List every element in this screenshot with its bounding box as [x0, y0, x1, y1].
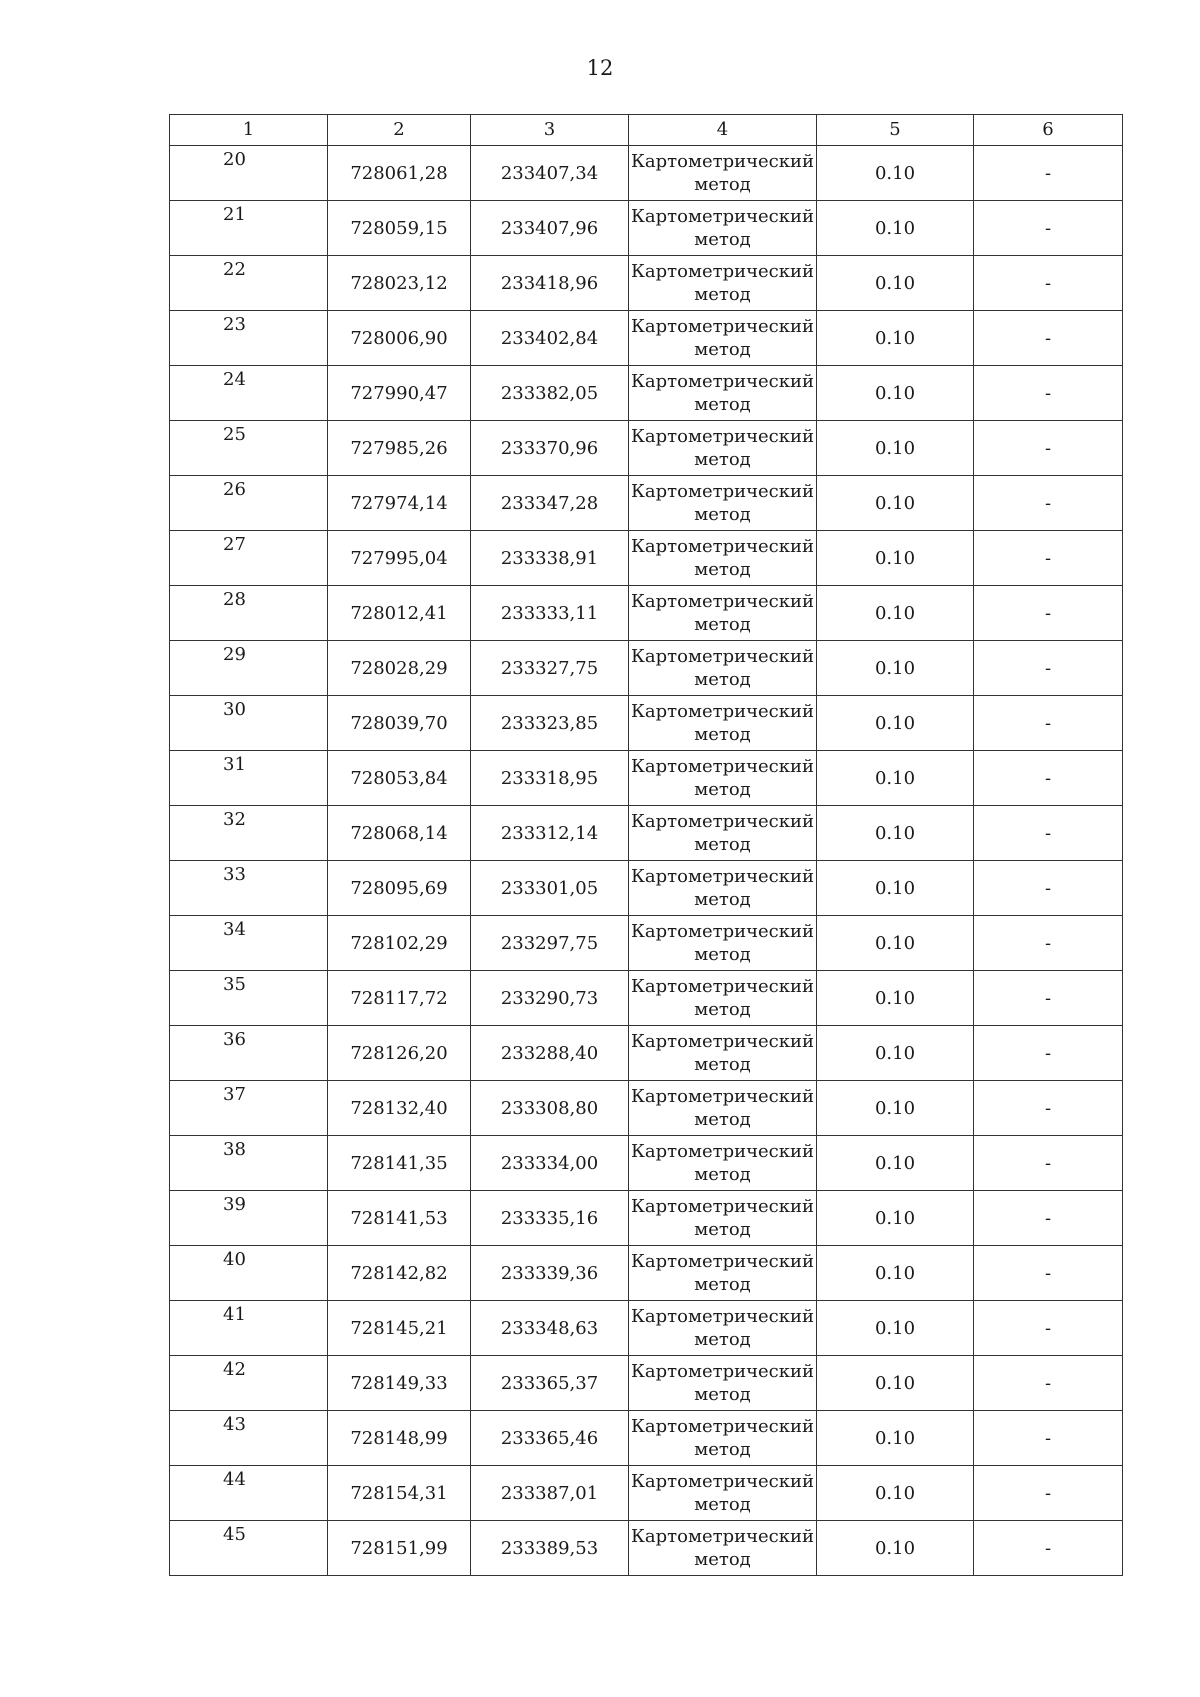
- method-line-1: Картометрический: [631, 1416, 814, 1437]
- method-line-1: Картометрический: [631, 1526, 814, 1547]
- y-coordinate-cell: 233370,96: [471, 421, 629, 476]
- point-number-cell: 30: [170, 696, 328, 751]
- method-cell: [629, 1191, 817, 1246]
- note-cell: -: [974, 366, 1123, 421]
- table-body: [170, 146, 1123, 1576]
- note-cell: -: [974, 861, 1123, 916]
- note-cell: -: [974, 586, 1123, 641]
- y-coordinate-cell: 233323,85: [471, 696, 629, 751]
- precision-cell: 0.10: [817, 1411, 974, 1466]
- x-coordinate-cell: 728117,72: [328, 971, 471, 1026]
- method-line-1: Картометрический: [631, 261, 814, 282]
- note-cell: -: [974, 256, 1123, 311]
- y-coordinate-cell: 233333,11: [471, 586, 629, 641]
- point-number-cell: 42: [170, 1356, 328, 1411]
- y-coordinate-cell: 233288,40: [471, 1026, 629, 1081]
- y-coordinate-cell: 233318,95: [471, 751, 629, 806]
- note-cell: -: [974, 916, 1123, 971]
- precision-cell: 0.10: [817, 1136, 974, 1191]
- method-line-2: метод: [694, 284, 751, 305]
- method-line-1: Картометрический: [631, 1471, 814, 1492]
- table-row: [170, 1466, 1123, 1521]
- precision-cell: 0.10: [817, 1521, 974, 1576]
- method-line-2: метод: [694, 504, 751, 525]
- point-number-cell: 26: [170, 476, 328, 531]
- header-cell-4: 4: [629, 115, 817, 146]
- method-line-1: Картометрический: [631, 1196, 814, 1217]
- method-cell: [629, 916, 817, 971]
- y-coordinate-cell: 233365,46: [471, 1411, 629, 1466]
- precision-cell: 0.10: [817, 1246, 974, 1301]
- x-coordinate-cell: 728142,82: [328, 1246, 471, 1301]
- note-cell: -: [974, 1521, 1123, 1576]
- method-cell: [629, 641, 817, 696]
- method-line-2: метод: [694, 1054, 751, 1075]
- y-coordinate-cell: 233365,37: [471, 1356, 629, 1411]
- method-line-2: метод: [694, 1274, 751, 1295]
- note-cell: -: [974, 1356, 1123, 1411]
- table-row: [170, 256, 1123, 311]
- header-cell-1: 1: [170, 115, 328, 146]
- y-coordinate-cell: 233389,53: [471, 1521, 629, 1576]
- x-coordinate-cell: 728095,69: [328, 861, 471, 916]
- point-number-cell: 25: [170, 421, 328, 476]
- method-line-1: Картометрический: [631, 151, 814, 172]
- method-line-2: метод: [694, 999, 751, 1020]
- method-cell: [629, 311, 817, 366]
- precision-cell: 0.10: [817, 861, 974, 916]
- x-coordinate-cell: 728059,15: [328, 201, 471, 256]
- method-line-2: метод: [694, 779, 751, 800]
- y-coordinate-cell: 233347,28: [471, 476, 629, 531]
- x-coordinate-cell: 728061,28: [328, 146, 471, 201]
- note-cell: -: [974, 476, 1123, 531]
- point-number-cell: 33: [170, 861, 328, 916]
- method-line-2: метод: [694, 339, 751, 360]
- method-cell: [629, 806, 817, 861]
- header-cell-2: 2: [328, 115, 471, 146]
- precision-cell: 0.10: [817, 256, 974, 311]
- precision-cell: 0.10: [817, 806, 974, 861]
- note-cell: -: [974, 806, 1123, 861]
- method-line-1: Картометрический: [631, 811, 814, 832]
- method-cell: [629, 696, 817, 751]
- table-row: [170, 861, 1123, 916]
- method-line-2: метод: [694, 1329, 751, 1350]
- table-row: [170, 1521, 1123, 1576]
- point-number-cell: 40: [170, 1246, 328, 1301]
- point-number-cell: 32: [170, 806, 328, 861]
- method-line-2: метод: [694, 724, 751, 745]
- method-cell: [629, 256, 817, 311]
- method-cell: [629, 1301, 817, 1356]
- header-cell-5: 5: [817, 115, 974, 146]
- y-coordinate-cell: 233297,75: [471, 916, 629, 971]
- table-row: [170, 1411, 1123, 1466]
- method-line-2: метод: [694, 1219, 751, 1240]
- method-line-1: Картометрический: [631, 371, 814, 392]
- method-line-2: метод: [694, 1109, 751, 1130]
- header-cell-3: 3: [471, 115, 629, 146]
- point-number-cell: 43: [170, 1411, 328, 1466]
- table-row: [170, 201, 1123, 256]
- x-coordinate-cell: 727974,14: [328, 476, 471, 531]
- note-cell: -: [974, 421, 1123, 476]
- table-row: [170, 971, 1123, 1026]
- header-cell-6: 6: [974, 115, 1123, 146]
- table-row: [170, 311, 1123, 366]
- x-coordinate-cell: 728151,99: [328, 1521, 471, 1576]
- method-line-2: метод: [694, 394, 751, 415]
- method-line-1: Картометрический: [631, 921, 814, 942]
- y-coordinate-cell: 233407,34: [471, 146, 629, 201]
- method-cell: [629, 861, 817, 916]
- point-number-cell: 45: [170, 1521, 328, 1576]
- note-cell: -: [974, 1246, 1123, 1301]
- method-line-1: Картометрический: [631, 1086, 814, 1107]
- precision-cell: 0.10: [817, 916, 974, 971]
- y-coordinate-cell: 233312,14: [471, 806, 629, 861]
- method-line-1: Картометрический: [631, 976, 814, 997]
- precision-cell: 0.10: [817, 586, 974, 641]
- precision-cell: 0.10: [817, 201, 974, 256]
- method-cell: [629, 971, 817, 1026]
- method-line-2: метод: [694, 1494, 751, 1515]
- note-cell: -: [974, 1301, 1123, 1356]
- page-number: 12: [586, 56, 614, 80]
- y-coordinate-cell: 233334,00: [471, 1136, 629, 1191]
- method-cell: [629, 201, 817, 256]
- precision-cell: 0.10: [817, 1356, 974, 1411]
- method-line-1: Картометрический: [631, 426, 814, 447]
- method-cell: [629, 476, 817, 531]
- table-row: [170, 1136, 1123, 1191]
- note-cell: -: [974, 1466, 1123, 1521]
- y-coordinate-cell: 233338,91: [471, 531, 629, 586]
- precision-cell: 0.10: [817, 366, 974, 421]
- method-cell: [629, 531, 817, 586]
- method-cell: [629, 1026, 817, 1081]
- note-cell: -: [974, 201, 1123, 256]
- y-coordinate-cell: 233382,05: [471, 366, 629, 421]
- method-line-1: Картометрический: [631, 1306, 814, 1327]
- method-line-2: метод: [694, 174, 751, 195]
- precision-cell: 0.10: [817, 1081, 974, 1136]
- table-row: [170, 751, 1123, 806]
- x-coordinate-cell: 728149,33: [328, 1356, 471, 1411]
- method-line-1: Картометрический: [631, 206, 814, 227]
- point-number-cell: 29: [170, 641, 328, 696]
- x-coordinate-cell: 727990,47: [328, 366, 471, 421]
- note-cell: -: [974, 1191, 1123, 1246]
- point-number-cell: 23: [170, 311, 328, 366]
- table-row: [170, 1301, 1123, 1356]
- note-cell: -: [974, 1411, 1123, 1466]
- method-cell: [629, 1521, 817, 1576]
- y-coordinate-cell: 233308,80: [471, 1081, 629, 1136]
- method-cell: [629, 1356, 817, 1411]
- x-coordinate-cell: 728148,99: [328, 1411, 471, 1466]
- table-row: [170, 1081, 1123, 1136]
- method-cell: [629, 751, 817, 806]
- precision-cell: 0.10: [817, 641, 974, 696]
- note-cell: -: [974, 751, 1123, 806]
- method-line-1: Картометрический: [631, 866, 814, 887]
- method-line-2: метод: [694, 944, 751, 965]
- table-row: [170, 1026, 1123, 1081]
- method-line-1: Картометрический: [631, 701, 814, 722]
- method-line-2: метод: [694, 614, 751, 635]
- precision-cell: 0.10: [817, 421, 974, 476]
- y-coordinate-cell: 233402,84: [471, 311, 629, 366]
- note-cell: -: [974, 1026, 1123, 1081]
- method-cell: [629, 1411, 817, 1466]
- table-row: [170, 916, 1123, 971]
- table-row: [170, 476, 1123, 531]
- coordinates-table: [169, 114, 1123, 1576]
- x-coordinate-cell: 728006,90: [328, 311, 471, 366]
- note-cell: -: [974, 1081, 1123, 1136]
- y-coordinate-cell: 233348,63: [471, 1301, 629, 1356]
- method-cell: [629, 1466, 817, 1521]
- point-number-cell: 38: [170, 1136, 328, 1191]
- table-row: [170, 1246, 1123, 1301]
- header-row: [170, 115, 1123, 146]
- method-cell: [629, 146, 817, 201]
- method-cell: [629, 366, 817, 421]
- x-coordinate-cell: 728039,70: [328, 696, 471, 751]
- table-row: [170, 641, 1123, 696]
- y-coordinate-cell: 233327,75: [471, 641, 629, 696]
- x-coordinate-cell: 728154,31: [328, 1466, 471, 1521]
- table-row: [170, 1356, 1123, 1411]
- method-line-1: Картометрический: [631, 646, 814, 667]
- table-header: [170, 115, 1123, 146]
- x-coordinate-cell: 728145,21: [328, 1301, 471, 1356]
- x-coordinate-cell: 728141,53: [328, 1191, 471, 1246]
- method-line-2: метод: [694, 1439, 751, 1460]
- method-cell: [629, 1246, 817, 1301]
- table-row: [170, 806, 1123, 861]
- x-coordinate-cell: 728028,29: [328, 641, 471, 696]
- method-line-2: метод: [694, 669, 751, 690]
- precision-cell: 0.10: [817, 1466, 974, 1521]
- y-coordinate-cell: 233335,16: [471, 1191, 629, 1246]
- point-number-cell: 27: [170, 531, 328, 586]
- precision-cell: 0.10: [817, 696, 974, 751]
- x-coordinate-cell: 728053,84: [328, 751, 471, 806]
- point-number-cell: 36: [170, 1026, 328, 1081]
- point-number-cell: 24: [170, 366, 328, 421]
- y-coordinate-cell: 233387,01: [471, 1466, 629, 1521]
- point-number-cell: 28: [170, 586, 328, 641]
- x-coordinate-cell: 728102,29: [328, 916, 471, 971]
- precision-cell: 0.10: [817, 1026, 974, 1081]
- x-coordinate-cell: 727995,04: [328, 531, 471, 586]
- x-coordinate-cell: 728023,12: [328, 256, 471, 311]
- point-number-cell: 31: [170, 751, 328, 806]
- method-line-1: Картометрический: [631, 591, 814, 612]
- point-number-cell: 44: [170, 1466, 328, 1521]
- method-line-2: метод: [694, 834, 751, 855]
- method-line-1: Картометрический: [631, 1031, 814, 1052]
- table-row: [170, 146, 1123, 201]
- method-line-2: метод: [694, 1384, 751, 1405]
- method-line-1: Картометрический: [631, 536, 814, 557]
- method-line-1: Картометрический: [631, 481, 814, 502]
- point-number-cell: 20: [170, 146, 328, 201]
- y-coordinate-cell: 233339,36: [471, 1246, 629, 1301]
- note-cell: -: [974, 531, 1123, 586]
- method-line-2: метод: [694, 229, 751, 250]
- precision-cell: 0.10: [817, 1191, 974, 1246]
- point-number-cell: 34: [170, 916, 328, 971]
- note-cell: -: [974, 641, 1123, 696]
- precision-cell: 0.10: [817, 751, 974, 806]
- x-coordinate-cell: 728141,35: [328, 1136, 471, 1191]
- note-cell: -: [974, 1136, 1123, 1191]
- x-coordinate-cell: 727985,26: [328, 421, 471, 476]
- table-row: [170, 586, 1123, 641]
- method-line-1: Картометрический: [631, 1251, 814, 1272]
- table-row: [170, 421, 1123, 476]
- note-cell: -: [974, 696, 1123, 751]
- y-coordinate-cell: 233290,73: [471, 971, 629, 1026]
- method-line-2: метод: [694, 1164, 751, 1185]
- point-number-cell: 35: [170, 971, 328, 1026]
- table-row: [170, 696, 1123, 751]
- y-coordinate-cell: 233407,96: [471, 201, 629, 256]
- point-number-cell: 37: [170, 1081, 328, 1136]
- x-coordinate-cell: 728012,41: [328, 586, 471, 641]
- point-number-cell: 22: [170, 256, 328, 311]
- precision-cell: 0.10: [817, 531, 974, 586]
- precision-cell: 0.10: [817, 971, 974, 1026]
- method-cell: [629, 1081, 817, 1136]
- x-coordinate-cell: 728126,20: [328, 1026, 471, 1081]
- x-coordinate-cell: 728132,40: [328, 1081, 471, 1136]
- table-row: [170, 531, 1123, 586]
- precision-cell: 0.10: [817, 146, 974, 201]
- method-line-2: метод: [694, 559, 751, 580]
- note-cell: -: [974, 971, 1123, 1026]
- note-cell: -: [974, 311, 1123, 366]
- x-coordinate-cell: 728068,14: [328, 806, 471, 861]
- table-row: [170, 366, 1123, 421]
- precision-cell: 0.10: [817, 476, 974, 531]
- note-cell: -: [974, 146, 1123, 201]
- y-coordinate-cell: 233418,96: [471, 256, 629, 311]
- method-cell: [629, 1136, 817, 1191]
- method-line-1: Картометрический: [631, 316, 814, 337]
- point-number-cell: 21: [170, 201, 328, 256]
- precision-cell: 0.10: [817, 311, 974, 366]
- method-line-2: метод: [694, 449, 751, 470]
- point-number-cell: 39: [170, 1191, 328, 1246]
- precision-cell: 0.10: [817, 1301, 974, 1356]
- method-line-2: метод: [694, 1549, 751, 1570]
- method-line-1: Картометрический: [631, 1361, 814, 1382]
- method-line-1: Картометрический: [631, 756, 814, 777]
- method-line-1: Картометрический: [631, 1141, 814, 1162]
- y-coordinate-cell: 233301,05: [471, 861, 629, 916]
- point-number-cell: 41: [170, 1301, 328, 1356]
- method-line-2: метод: [694, 889, 751, 910]
- table-row: [170, 1191, 1123, 1246]
- method-cell: [629, 586, 817, 641]
- method-cell: [629, 421, 817, 476]
